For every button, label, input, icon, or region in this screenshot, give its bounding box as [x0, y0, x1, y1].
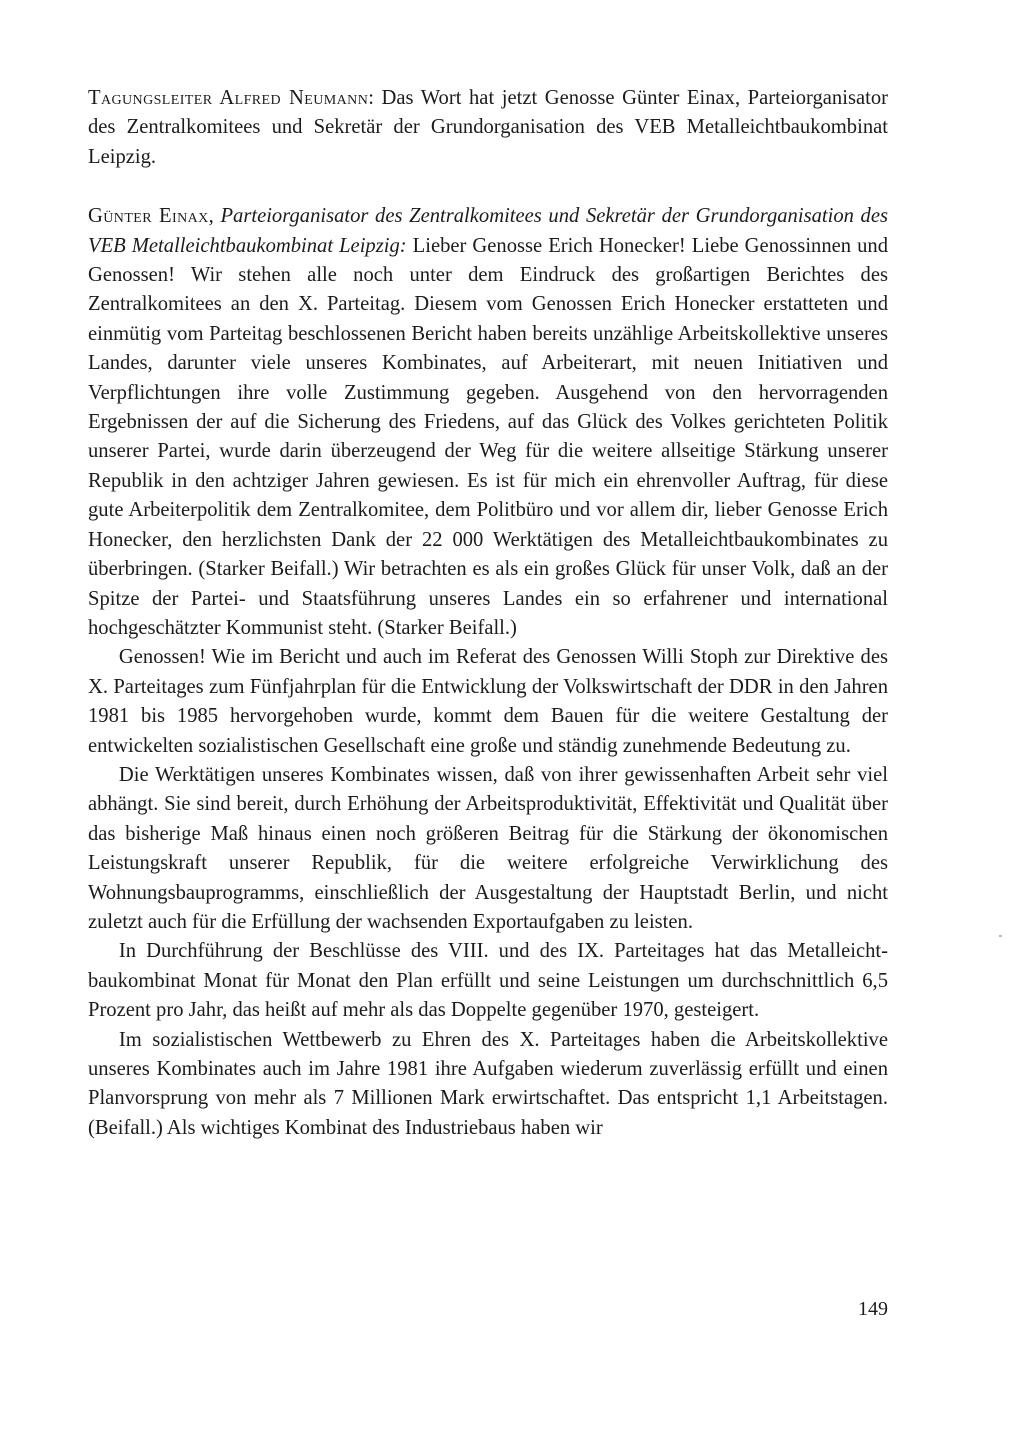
page-number: 149: [858, 1298, 888, 1320]
page-body: [88, 84, 888, 1143]
chair-speaker-name: Tagungsleiter Alfred Neumann: [88, 87, 369, 109]
speech-paragraph-5: Im sozialistischen Wettbewerb zu Ehren des X. Parteitages haben die Arbeitskollektive unseres Kombinates auch im Jahre 1981 ihre Aufgaben wiederum zuverlässig erfüllt und einen Planvorsprung von mehr als 7 Millionen Mark erwirtschaftet. Das entspricht 1,1 Arbeitstagen. (Beifall.) Als wichtiges Kombinat des Industriebaus haben wir: [88, 1028, 888, 1139]
speech-paragraph-1: Günter Einax, Parteiorganisator des Zentralkomitees und Sekretär der Grundorganisation des VEB Metalleichtbaukombinat Leipzig: Lieber Genosse Erich Honecker! Liebe Genossinnen und Genossen! Wir stehen alle noch unter dem Eindruck des großartigen Berichtes des Zentralkomitees an den X. Parteitag. Diesem vom Genossen Erich Honecker erstatteten und einmütig vom Parteitag beschlossenen Bericht haben bereits unzählige Arbeitskollektive unseres Landes, darunter viele unseres Kombinates, auf Arbeiterart, mit neuen Initiativen und Verpflichtungen ihre volle Zustimmung gegeben. Ausgehend von den hervorragenden Ergebnissen der auf die Sicherung des Friedens, auf das Glück des Volkes gerichteten Politik unserer Partei, wurde darin überzeugend der Weg für die weitere allseitige Stärkung unserer Republik in den achtziger Jahren gewiesen. Es ist für mich ein ehrenvoller Auftrag, für diese gute Arbeiterpolitik dem Zentralkomitee, dem Politbüro und vor allem dir, lieber Genosse Erich Honecker, den herzlichsten Dank der 22 000 Werktätigen des Metalleichtbaukombinates zu überbringen. (Starker Beifall.) Wir betrachten es als ein großes Glück für unser Volk, daß an der Spitze der Partei- und Staatsführung unseres Landes ein so erfahrener und international hochgeschätzter Kommunist steht. (Starker Beifall.): [88, 205, 888, 639]
speech-paragraph-3: Die Werktätigen unseres Kombinates wissen, daß von ihrer gewissenhaften Arbeit sehr viel abhängt. Sie sind bereit, durch Erhöhung der Arbeitsproduktivität, Effektivität und Qualität über das bisherige Maß hinaus einen noch größeren Beitrag für die Stärkung der ökonomischen Leistungskraft unserer Republik, für die weitere erfolgreiche Verwirklichung des Wohnungsbauprogramms, einschließlich der Ausgestaltung der Hauptstadt Berlin, und nicht zuletzt auch für die Erfüllung der wachsenden Exportaufgaben zu leisten.: [88, 763, 888, 933]
speech-text-1: Lieber Genosse Erich Honecker! Liebe Genossinnen und Genossen! Wir stehen alle noch unter dem Eindruck des großartigen Berichtes des Zentralkomitees an den X. Parteitag. Diesem vom Genossen Erich Honecker erstatteten und einmütig vom Parteitag beschlossenen Bericht haben bereits unzählige Arbeitskollektive unseres Landes, darunter viele unseres Kombinates, auf Arbeiterart, mit neuen Initiativen und Verpflichtungen ihre volle Zustimmung gegeben. Ausgehend von den hervorragenden Ergebnissen der auf die Sicherung des Friedens, auf das Glück des Volkes gerichteten Politik unserer Partei, wurde darin überzeugend der Weg für die weitere allseitige Stärkung unserer Republik in den achtziger Jahren gewiesen. Es ist für mich ein ehrenvoller Auftrag, für diese gute Arbeiterpolitik dem Zentralkomitee, dem Politbüro und vor allem dir, lieber Genosse Erich Honecker, den herzlichsten Dank der 22 000 Werktätigen des Metalleichtbaukombinates zu überbringen. (Starker Beifall.) Wir betrachten es als ein großes Glück für unser Volk, daß an der Spitze der Partei- und Staatsführung unseres Landes ein so erfahrener und international hochgeschätzter Kommunist steht. (Starker Beifall.): [88, 234, 888, 639]
speech-paragraph-4: In Durchführung der Beschlüsse des VIII. und des IX. Parteitages hat das Metalleichtbaukombinat Monat für Monat den Plan erfüllt und seine Leistungen um durchschnittlich 6,5 Prozent pro Jahr, das heißt auf mehr als das Doppelte gegenüber 1970, gesteigert.: [88, 940, 888, 1022]
intro-paragraph: [88, 84, 888, 172]
speech-speaker-name: Günter Einax: [88, 205, 209, 228]
scan-speck: [999, 935, 1002, 937]
speech-speaker-role: Parteiorganisator des Zentralkomitees und Sekretär der Grundorganisation des VEB Metalleichtbaukombinat Leipzig:: [88, 205, 888, 257]
intro-text: : Das Wort hat jetzt Genosse Günter Einax, Parteiorganisator des Zentralkomitees und Sekretär der Grundorganisation des VEB Metalleichtbaukombinat Leipzig.: [88, 87, 888, 168]
speech-paragraph-2: Genossen! Wie im Bericht und auch im Referat des Genossen Willi Stoph zur Direktive des X. Parteitages zum Fünfjahrplan für die Entwicklung der Volkswirtschaft der DDR in den Jahren 1981 bis 1985 hervorgehoben wurde, kommt dem Bauen für die weitere Gestaltung der entwickelten sozialistischen Gesellschaft eine große und ständig zunehmende Bedeutung zu.: [88, 646, 888, 757]
